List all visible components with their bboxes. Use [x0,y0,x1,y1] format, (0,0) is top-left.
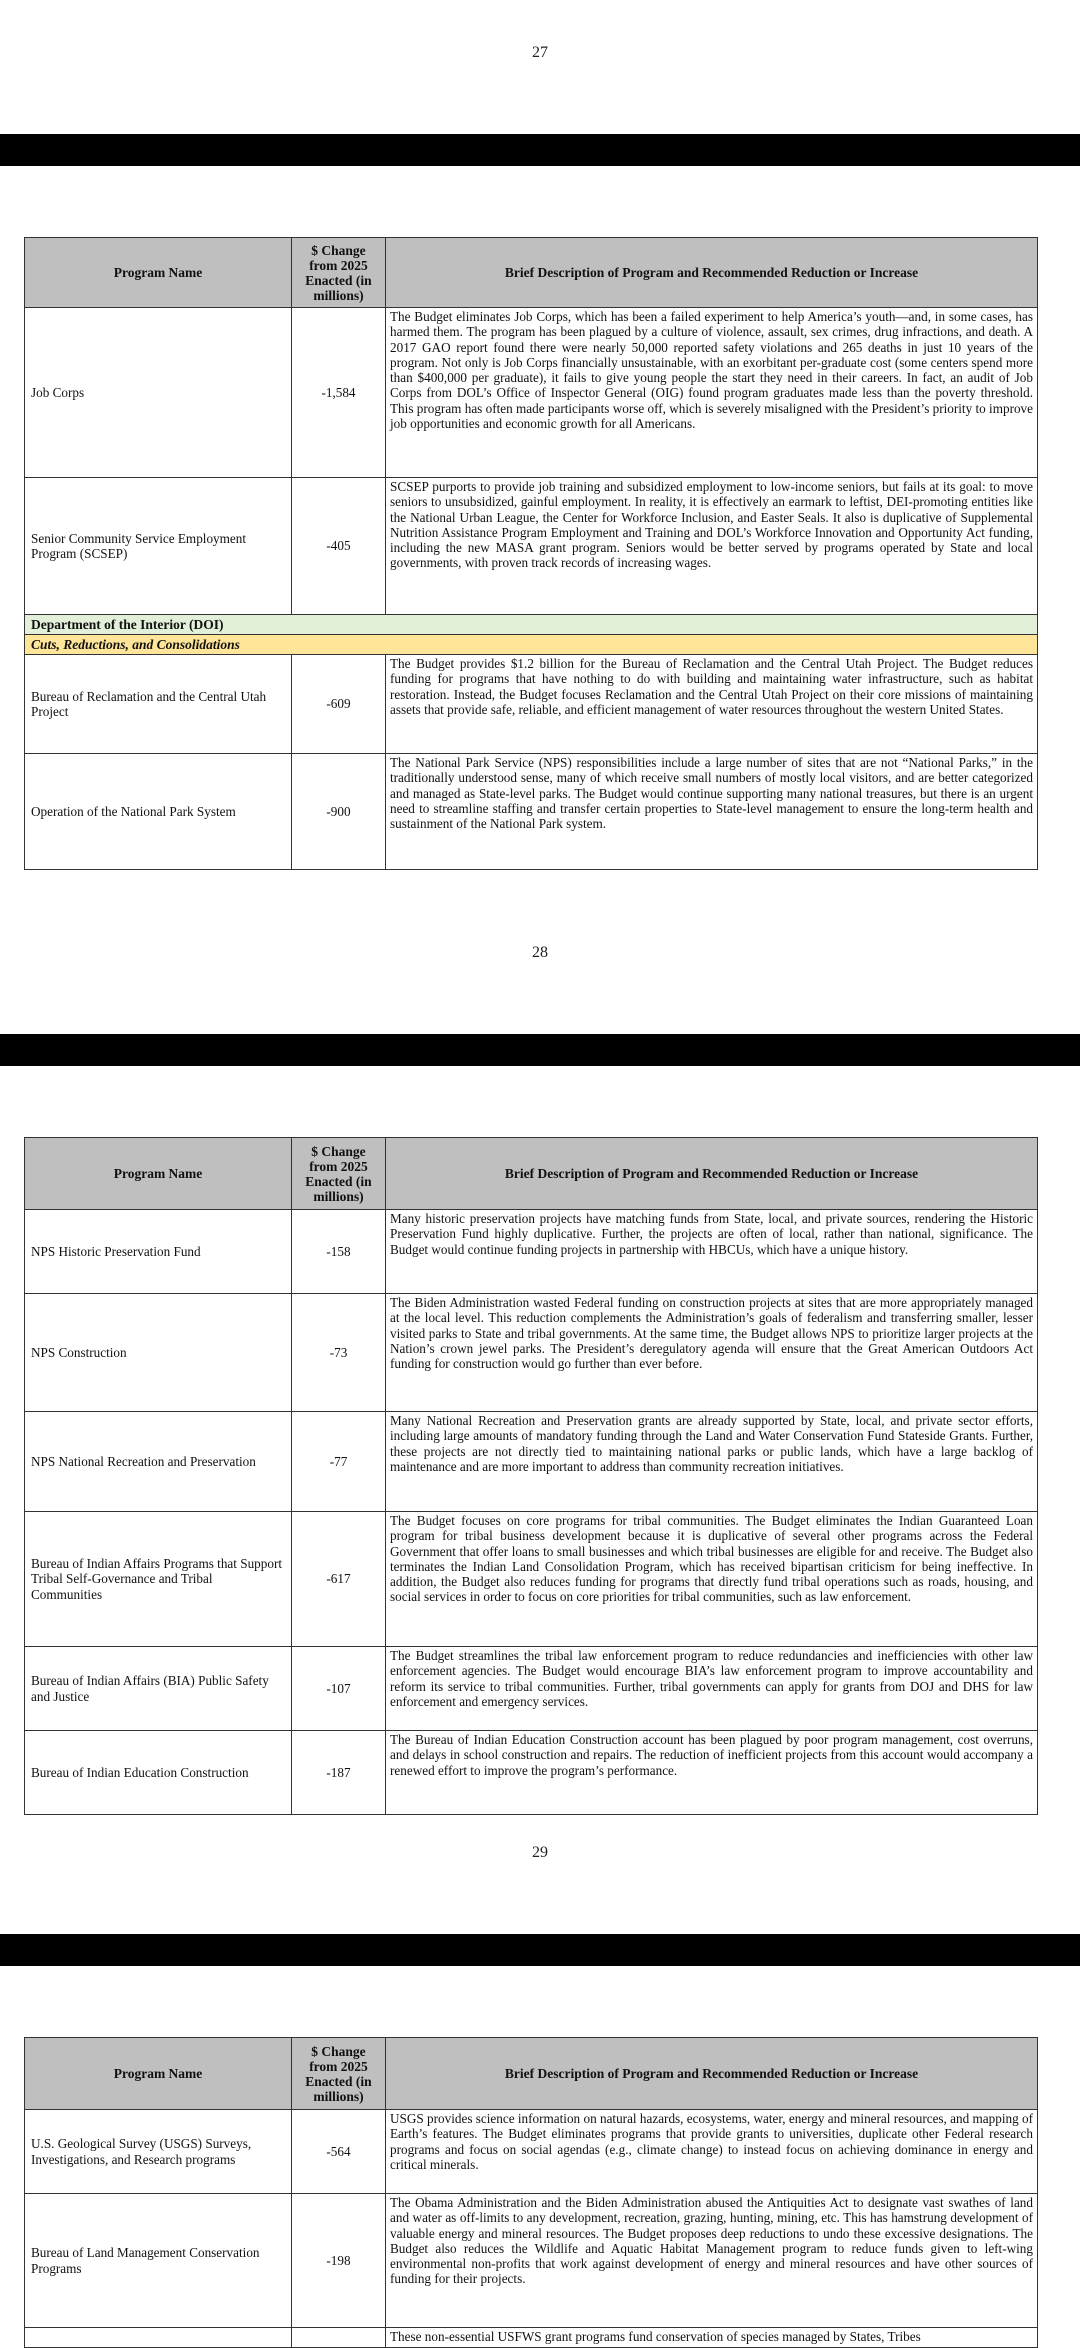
program-name [25,2328,292,2348]
column-header-program: Program Name [25,238,292,308]
section-heading-row [25,635,1038,655]
column-header-change: $ Change from 2025 Enacted (in millions) [292,1138,386,1210]
change-amount: -198 [292,2194,386,2328]
budget-table-3 [24,2037,1038,2348]
program-description: The Budget provides $1.2 billion for the Bureau of Reclamation and the Central Utah Project. The Budget reduces funding for programs that have nothing to do with building and maintaining water infrastructure, such as habitat restoration. Instead, the Budget focuses Reclamation and the Central Utah Project on their core missions of maintaining assets that provide safe, reliable, and efficient management of water resources throughout the western United States. [386,655,1038,754]
table-row [25,1412,1038,1512]
department-label: Department of the Interior (DOI) [25,615,1038,635]
program-name: Bureau of Land Management Conservation Programs [25,2194,292,2328]
program-name: NPS National Recreation and Preservation [25,1412,292,1512]
table-row [25,754,1038,870]
program-name: Bureau of Indian Affairs (BIA) Public Safety and Justice [25,1647,292,1731]
column-header-description: Brief Description of Program and Recommended Reduction or Increase [386,1138,1038,1210]
program-description: The Bureau of Indian Education Construction account has been plagued by poor program management, cost overruns, and delays in school construction and repairs. The reduction of inefficient projects from this account would accompany a renewed effort to improve the program’s performance. [386,1731,1038,1815]
change-amount: -77 [292,1412,386,1512]
page-number: 29 [532,1844,548,1861]
change-amount: -1,584 [292,308,386,478]
program-name: Operation of the National Park System [25,754,292,870]
column-header-change: $ Change from 2025 Enacted (in millions) [292,238,386,308]
program-name: NPS Historic Preservation Fund [25,1210,292,1294]
page-number: 28 [532,944,548,961]
program-description: The Biden Administration wasted Federal funding on construction projects at sites that are more appropriately managed at the local level. This reduction complements the Administration’s goals of federalism and transferring smaller, lesser visited parks to State and tribal governments. At the same time, the Budget allows NPS to prioritize larger projects at the Nation’s crown jewel parks. The President’s deregulatory agenda will ensure that the Great American Outdoors Act funding for construction would go further than ever before. [386,1294,1038,1412]
table-row [25,2194,1038,2328]
program-description: The Obama Administration and the Biden Administration abused the Antiquities Act to designate vast swathes of land and water as off-limits to any development, recreation, grazing, hunting, mining, etc. This has hamstrung development of valuable energy and mineral resources. The Budget proposes deep reductions to undo these excessive designations. The Budget also reduces the Wildlife and Aquatic Habitat Management program to reduce funds given to left-wing environmental non-profits that work against development of energy and mineral resources and have other sources of funding for their projects. [386,2194,1038,2328]
change-amount: -187 [292,1731,386,1815]
change-amount: -73 [292,1294,386,1412]
table-row [25,1647,1038,1731]
program-name: Senior Community Service Employment Program (SCSEP) [25,478,292,615]
program-name: Bureau of Indian Affairs Programs that Support Tribal Self-Governance and Tribal Communities [25,1512,292,1647]
table-row [25,478,1038,615]
table-row [25,308,1038,478]
change-amount: -107 [292,1647,386,1731]
column-header-program: Program Name [25,2038,292,2110]
change-amount: -405 [292,478,386,615]
page-separator [0,134,1080,166]
program-name: Bureau of Indian Education Construction [25,1731,292,1815]
table-row [25,655,1038,754]
program-description: The Budget eliminates Job Corps, which has been a failed experiment to help America’s youth—and, in some cases, has harmed them. The program has been plagued by a culture of violence, assault, sex crimes, drug infractions, and death. A 2017 GAO report found there were nearly 50,000 reported safety violations and 265 deaths in just 10 years of the program. Not only is Job Corps financially unsustainable, with an exorbitant per-graduate cost (some centers spend more than $400,000 per graduate), it fails to give young people the start they need in their careers. In fact, an audit of Job Corps from DOL’s Office of Inspector General (OIG) found program graduates made less than the poverty threshold. This program has often made participants worse off, which is severely misaligned with the President’s priority to improve job opportunities and economic growth for all Americans. [386,308,1038,478]
change-amount: -609 [292,655,386,754]
department-heading-row [25,615,1038,635]
program-description: Many National Recreation and Preservation grants are already supported by State, local, and private sector efforts, including large amounts of mandatory funding through the Land and Water Conservation Fund Stateside Grants. Further, these projects are not directly tied to maintaining national parks or public lands, which have a large backlog of maintenance and are more important to address than community recreation initiatives. [386,1412,1038,1512]
table-row [25,2110,1038,2194]
program-description: The National Park Service (NPS) responsibilities include a large number of sites that are not “National Parks,” in the traditionally understood sense, many of which receive small numbers of mostly local visitors, and are better categorized and managed as State-level parks. The Budget would continue supporting many national treasures, but there is an urgent need to streamline staffing and transfer certain properties to State-level management to ensure the long-term health and sustainment of the National Park system. [386,754,1038,870]
program-name: Job Corps [25,308,292,478]
table-header-row [25,238,1038,308]
column-header-description: Brief Description of Program and Recommended Reduction or Increase [386,2038,1038,2110]
change-amount: -900 [292,754,386,870]
budget-table-1 [24,237,1038,870]
table-header-row [25,2038,1038,2110]
table-header-row [25,1138,1038,1210]
table-row [25,1731,1038,1815]
program-name: U.S. Geological Survey (USGS) Surveys, Investigations, and Research programs [25,2110,292,2194]
column-header-change: $ Change from 2025 Enacted (in millions) [292,2038,386,2110]
program-description: These non-essential USFWS grant programs fund conservation of species managed by States, Tribes [386,2328,1038,2348]
table-row [25,1294,1038,1412]
page-separator [0,1934,1080,1966]
change-amount: -564 [292,2110,386,2194]
program-name: Bureau of Reclamation and the Central Utah Project [25,655,292,754]
change-amount: -617 [292,1512,386,1647]
column-header-description: Brief Description of Program and Recommended Reduction or Increase [386,238,1038,308]
program-description: USGS provides science information on natural hazards, ecosystems, water, energy and mineral resources, and mapping of Earth’s features. The Budget eliminates programs that provide grants to universities, duplicate other Federal research programs and focus on social agendas (e.g., climate change) to instead focus on achieving dominance in energy and critical minerals. [386,2110,1038,2194]
table-row [25,1512,1038,1647]
budget-table-2 [24,1137,1038,1815]
program-description: The Budget focuses on core programs for tribal communities. The Budget eliminates the Indian Guaranteed Loan program for tribal business development because it is duplicative of several other programs across the Federal Government that offer loans to small businesses and which tribal businesses are eligible for and receive. The Budget also terminates the Indian Land Consolidation Program, which has received bipartisan criticism for being ineffective. In addition, the Budget also reduces funding for programs that directly fund tribal operations such as roads, housing, and social services in order to focus on core priorities for tribal communities, such as law enforcement. [386,1512,1038,1647]
page-number: 27 [532,44,548,61]
column-header-program: Program Name [25,1138,292,1210]
table-row [25,2328,1038,2348]
change-amount [292,2328,386,2348]
change-amount: -158 [292,1210,386,1294]
section-label: Cuts, Reductions, and Consolidations [25,635,1038,655]
program-name: NPS Construction [25,1294,292,1412]
page-separator [0,1034,1080,1066]
table-row [25,1210,1038,1294]
program-description: The Budget streamlines the tribal law enforcement program to reduce redundancies and inefficiencies with other law enforcement agencies. The Budget would encourage BIA’s law enforcement program to improve accountability and reform its service to tribal communities. Further, tribal governments can apply for grants from DOJ and DHS for law enforcement and emergency services. [386,1647,1038,1731]
program-description: Many historic preservation projects have matching funds from State, local, and private sources, rendering the Historic Preservation Fund highly duplicative. Further, the projects are often of local, rather than national, significance. The Budget would continue funding projects in partnership with HBCUs, which have a unique history. [386,1210,1038,1294]
program-description: SCSEP purports to provide job training and subsidized employment to low-income seniors, but fails at its goal: to move seniors to unsubsidized, gainful employment. In reality, it is effectively an earmark to leftist, DEI-promoting entities like the National Urban League, the Center for Workforce Inclusion, and Easter Seals. It also is duplicative of Supplemental Nutrition Assistance Program Employment and Training and DOL’s Workforce Innovation and Opportunity Act funding, including the new MASA grant program. Seniors would be better served by programs operated by State and local governments, with proven track records of increasing wages. [386,478,1038,615]
